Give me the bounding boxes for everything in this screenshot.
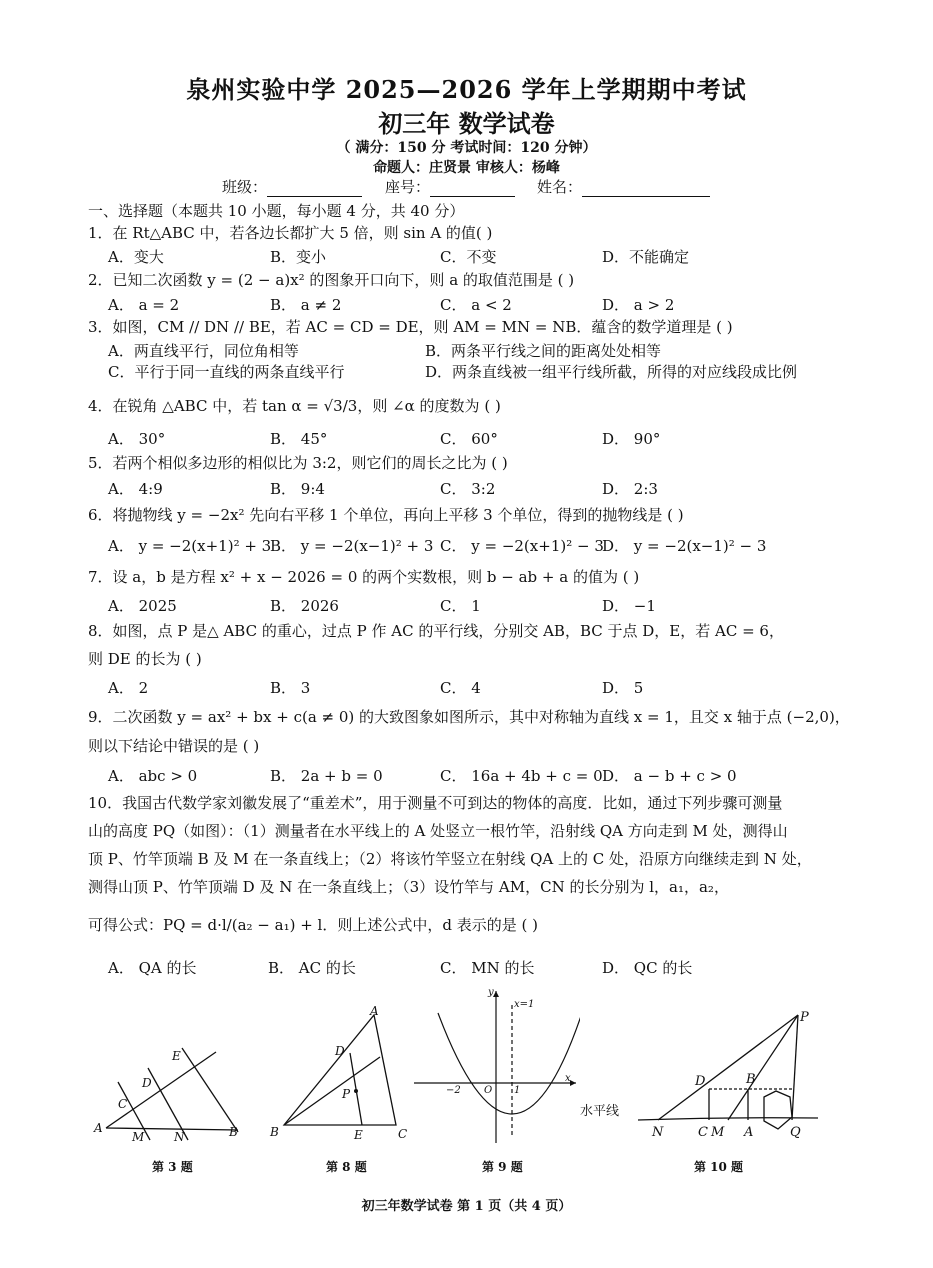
seat-blank[interactable] <box>430 182 515 197</box>
fig3-label-n: N <box>174 1130 185 1144</box>
q3-option-d: D．两条直线被一组平行线所截，所得的对应线段成比例 <box>425 363 798 381</box>
fig9-caption: 第 9 题 <box>482 1160 523 1174</box>
q1-option-d: D．不能确定 <box>602 248 690 266</box>
q3-option-b: B．两条平行线之间的距离处处相等 <box>425 342 662 360</box>
fig3-label-m: M <box>132 1130 145 1144</box>
fig10-label-c: C <box>698 1125 708 1140</box>
q6-option-a: A． y = −2(x+1)² + 3 <box>108 537 272 555</box>
q8-option-a: A． 2 <box>108 679 149 697</box>
fig9-label-minus2: −2 <box>446 1085 461 1096</box>
q7-option-d: D． −1 <box>602 597 656 615</box>
q10-stem-line4: 测得山顶 P、竹竿顶端 D 及 N 在一条直线上；（3）设竹竿与 AM，CN 的长分别为 l，a₁，a₂， <box>88 878 729 896</box>
fig3-line-ab <box>106 1128 238 1130</box>
fig9-label-x: x <box>565 1073 571 1084</box>
q4-option-b: B． 45° <box>270 430 328 448</box>
q10-stem-line1: 10．我国古代数学家刘徽发展了“重差术”，用于测量不可到达的物体的高度．比如，通过下列步骤可测量 <box>88 794 783 812</box>
q7-stem: 7．设 a，b 是方程 x² + x − 2026 = 0 的两个实数根，则 b − ab + a 的值为 ( ) <box>88 568 640 586</box>
fig10-label-p: P <box>800 1010 809 1025</box>
fig10-label-b: B <box>746 1072 756 1087</box>
q8-option-d: D． 5 <box>602 679 644 697</box>
exam-title: 泉州实验中学 2025—2026 学年上学期期中考试 <box>186 75 747 104</box>
q1-option-c: C．不变 <box>440 248 497 266</box>
q10-option-c: C． MN 的长 <box>440 959 535 977</box>
q9-option-a: A． abc > 0 <box>108 767 198 785</box>
exam-meta: （ 满分：150 分 考试时间：120 分钟） <box>336 140 597 156</box>
fig10-label-q: Q <box>790 1125 801 1140</box>
class-label: 班级： <box>222 178 268 196</box>
q5-option-c: C． 3:2 <box>440 480 496 498</box>
exam-authors: 命题人：庄贤景 审核人：杨峰 <box>373 160 560 176</box>
q6-option-b: B． y = −2(x−1)² + 3 <box>270 537 434 555</box>
q3-stem: 3．如图，CM // DN // BE，若 AC = CD = DE，则 AM = MN = NB．蕴含的数学道理是 ( ) <box>88 318 733 336</box>
q8-stem-line2: 则 DE 的长为 ( ) <box>88 650 202 668</box>
q8-stem-line1: 8．如图，点 P 是△ ABC 的重心，过点 P 作 AC 的平行线，分别交 AB，BC 于点 D，E，若 AC = 6， <box>88 622 784 640</box>
fig10-caption: 第 10 题 <box>694 1160 744 1174</box>
q3-option-c: C．平行于同一直线的两条直线平行 <box>108 363 345 381</box>
q6-stem: 6．将抛物线 y = −2x² 先向右平移 1 个单位，再向上平移 3 个单位，得到的抛物线是 ( ) <box>88 506 684 524</box>
q1-option-a: A．变大 <box>108 248 164 266</box>
name-blank[interactable] <box>582 182 710 197</box>
fig8-label-e: E <box>354 1128 363 1142</box>
fig9-label-y: y <box>488 987 494 998</box>
seat-label: 座号： <box>385 178 431 196</box>
q1-stem: 1．在 Rt△ABC 中，若各边长都扩大 5 倍，则 sin A 的值( ) <box>88 224 493 242</box>
q5-option-b: B． 9:4 <box>270 480 325 498</box>
seat-field <box>385 176 515 197</box>
q9-option-d: D． a − b + c > 0 <box>602 767 737 785</box>
q7-option-b: B． 2026 <box>270 597 339 615</box>
q10-option-a: A． QA 的长 <box>108 959 197 977</box>
name-field <box>537 176 710 197</box>
fig10-horizon-label: 水平线 <box>580 1104 620 1119</box>
q5-stem: 5．若两个相似多边形的相似比为 3:2，则它们的周长之比为 ( ) <box>88 454 508 472</box>
fig10-line-mp <box>728 1015 798 1120</box>
q2-option-a: A． a = 2 <box>108 296 180 314</box>
q4-option-d: D． 90° <box>602 430 661 448</box>
fig8-triangle <box>284 1015 396 1125</box>
q9-option-c: C． 16a + 4b + c = 0 <box>440 767 603 785</box>
q10-stem-line3: 顶 P、竹竿顶端 B 及 M 在一条直线上；（2）将该竹竿竖立在射线 QA 上的 C 处，沿原方向继续走到 N 处， <box>88 850 812 868</box>
fig3-label-e: E <box>172 1049 181 1063</box>
q4-option-c: C． 60° <box>440 430 498 448</box>
fig9-parabola <box>438 1013 580 1114</box>
fig9-label-o: O <box>484 1085 493 1096</box>
fig8-label-d: D <box>335 1044 345 1058</box>
fig10-label-n: N <box>652 1125 664 1140</box>
fig3-caption: 第 3 题 <box>152 1160 193 1174</box>
figure-9 <box>410 985 580 1150</box>
fig10-label-m: M <box>711 1125 725 1140</box>
page-footer: 初三年数学试卷 第 1 页（共 4 页） <box>361 1199 572 1214</box>
q10-stem-line2: 山的高度 PQ（如图）：（1）测量者在水平线上的 A 处竖立一根竹竿，沿射线 QA 方向走到 M 处，测得山 <box>88 822 788 840</box>
fig9-x-arrow <box>570 1080 576 1086</box>
q9-stem-line2: 则以下结论中错误的是 ( ) <box>88 737 260 755</box>
q6-option-c: C． y = −2(x+1)² − 3 <box>440 537 604 555</box>
class-field <box>222 176 362 197</box>
q4-stem: 4．在锐角 △ABC 中，若 tan α = √3/3，则 ∠α 的度数为 ( ) <box>88 397 501 415</box>
fig3-line-be <box>182 1048 238 1132</box>
fig3-label-b: B <box>229 1125 238 1139</box>
name-label: 姓名： <box>537 178 583 196</box>
fig3-label-c: C <box>118 1097 128 1111</box>
q2-option-c: C． a < 2 <box>440 296 512 314</box>
q5-option-d: D． 2:3 <box>602 480 658 498</box>
q2-option-b: B． a ≠ 2 <box>270 296 342 314</box>
fig10-label-a: A <box>744 1125 754 1140</box>
class-blank[interactable] <box>267 182 362 197</box>
q8-option-b: B． 3 <box>270 679 311 697</box>
exam-subtitle: 初三年 数学试卷 <box>378 109 555 138</box>
q1-option-b: B．变小 <box>270 248 327 266</box>
fig8-point-p <box>354 1089 358 1093</box>
fig9-label-x-eq-1: x=1 <box>514 999 535 1010</box>
fig10-mountain <box>764 1091 792 1129</box>
figure-8 <box>262 1005 422 1150</box>
figure-3 <box>88 1040 253 1150</box>
fig9-y-arrow <box>493 991 499 997</box>
q9-option-b: B． 2a + b = 0 <box>270 767 383 785</box>
q10-stem-line5: 可得公式：PQ = d·l/(a₂ − a₁) + l．则上述公式中，d 表示的是 ( ) <box>88 916 538 934</box>
fig10-label-d: D <box>695 1074 706 1089</box>
q3-option-a: A．两直线平行，同位角相等 <box>108 342 299 360</box>
q5-option-a: A． 4:9 <box>108 480 163 498</box>
fig8-label-p: P <box>342 1087 351 1101</box>
fig9-label-one: 1 <box>514 1085 521 1096</box>
q2-stem: 2．已知二次函数 y = (2 − a)x² 的图象开口向下，则 a 的取值范围是 ( ) <box>88 271 575 289</box>
q7-option-a: A． 2025 <box>108 597 177 615</box>
fig3-label-a: A <box>94 1121 103 1135</box>
q6-option-d: D． y = −2(x−1)² − 3 <box>602 537 767 555</box>
q10-option-d: D． QC 的长 <box>602 959 693 977</box>
fig8-label-a: A <box>370 1005 379 1018</box>
q4-option-a: A． 30° <box>108 430 166 448</box>
q7-option-c: C． 1 <box>440 597 481 615</box>
fig8-label-b: B <box>270 1125 279 1139</box>
q10-option-b: B． AC 的长 <box>268 959 356 977</box>
fig10-line-pq <box>792 1015 798 1120</box>
fig10-line-np <box>658 1015 798 1120</box>
q9-stem-line1: 9．二次函数 y = ax² + bx + c(a ≠ 0) 的大致图象如图所示，其中对称轴为直线 x = 1，且交 x 轴于点 (−2,0)， <box>88 708 850 726</box>
fig8-label-c: C <box>398 1127 408 1141</box>
section-heading: 一、选择题（本题共 10 小题，每小题 4 分，共 40 分） <box>88 202 465 220</box>
fig3-label-d: D <box>142 1076 152 1090</box>
figure-10 <box>578 1005 840 1155</box>
fig8-caption: 第 8 题 <box>326 1160 367 1174</box>
q2-option-d: D． a > 2 <box>602 296 675 314</box>
q8-option-c: C． 4 <box>440 679 481 697</box>
